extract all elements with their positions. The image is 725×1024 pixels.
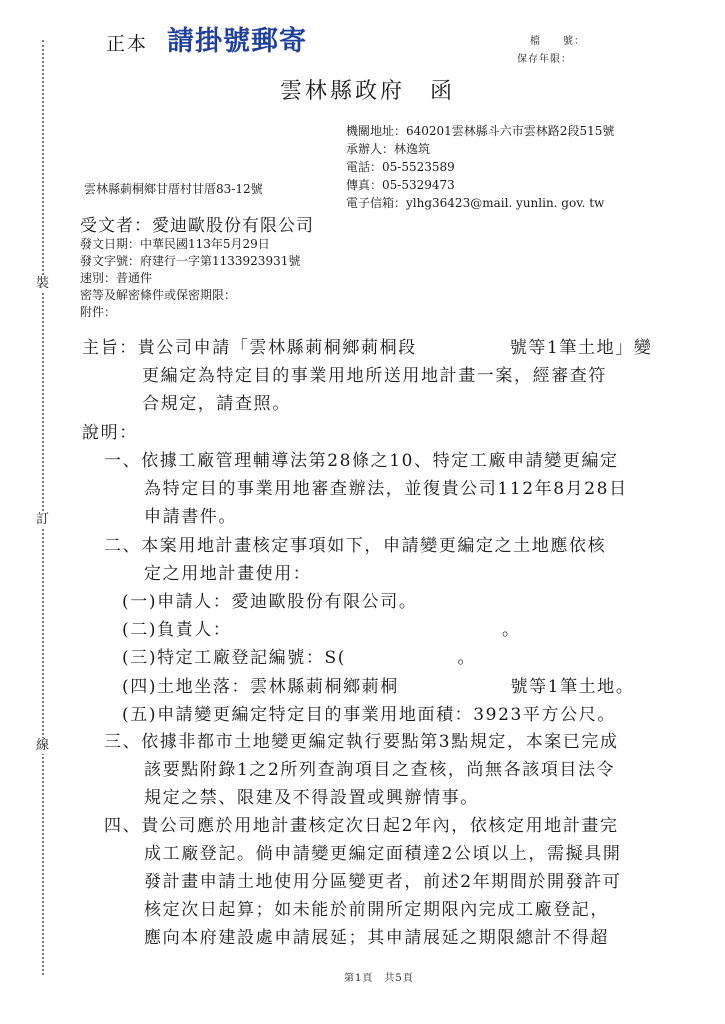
item-4-line-4: 核定次日起算；如未能於前開所定期限內完成工廠登記， [144, 900, 609, 920]
item-2-sub-1: (一)申請人：愛迪歐股份有限公司。 [122, 592, 418, 612]
item-4-line-2: 成工廠登記。倘申請變更編定面積達2公頃以上，需擬具開 [144, 844, 622, 864]
attachments: 附件： [80, 305, 117, 319]
item-3-line-1: 三、依據非都市土地變更編定執行要點第3點規定，本案已完成 [104, 732, 619, 752]
binding-mark-zhuang: 裝 [36, 276, 50, 291]
subject-line-1: 主旨：貴公司申請「雲林縣莿桐鄉莿桐段 號等1筆土地」變 [82, 338, 653, 358]
item-2-sub-5: (五)申請變更編定特定目的事業用地面積：3923平方公尺。 [122, 705, 616, 725]
retention-period-label: 保存年限： [517, 54, 572, 65]
item-4-line-5: 應向本府建設處申請展延；其申請展延之期限總計不得超 [144, 928, 609, 948]
binding-mark-xian: 線 [36, 738, 50, 753]
item-2-line-2: 定之用地計畫使用： [144, 564, 312, 584]
copy-type: 正本 [106, 33, 149, 55]
item-3-line-2: 該要點附錄1之2所列查詢項目之查核，尚無各該項目法令 [144, 760, 616, 780]
item-1-line-1: 一、依據工廠管理輔導法第28條之10、特定工廠申請變更編定 [104, 451, 619, 471]
item-2-sub-2: (二)負責人： 。 [122, 620, 521, 640]
item-3-line-3: 規定之禁、限建及不得設置或興辦情事。 [144, 788, 479, 808]
recipient: 受文者：愛迪歐股份有限公司 [80, 216, 314, 236]
sender-phone: 電話：05-5523589 [346, 160, 455, 174]
sender-fax: 傳真：05-5329473 [346, 178, 455, 192]
sender-address: 機關地址：640201雲林縣斗六市雲林路2段515號 [346, 124, 615, 138]
document-meta [80, 236, 300, 321]
sender-info [346, 122, 614, 212]
item-4-line-3: 發計畫申請土地使用分區變更者，前述2年期間於開發許可 [144, 872, 622, 892]
item-2-line-1: 二、本案用地計畫核定事項如下，申請變更編定之土地應依核 [104, 536, 607, 556]
binding-mark-ding: 訂 [36, 512, 50, 527]
secrecy-level: 密等及解密條件或保密期限： [80, 288, 237, 302]
archive-number-label: 檔 號： [530, 36, 585, 47]
subject-line-2: 更編定為特定目的事業用地所送用地計畫一案，經審查符 [142, 366, 607, 386]
item-2-sub-3: (三)特定工廠登記編號：S( 。 [122, 648, 477, 668]
page-number: 第1頁 共5頁 [344, 973, 414, 984]
sender-email: 電子信箱：ylhg36423@mail. yunlin. gov. tw [346, 196, 605, 210]
speed-class: 速別：普通件 [80, 271, 153, 285]
item-1-line-2: 為特定目的事業用地審查辦法，並復貴公司112年8月28日 [144, 479, 628, 499]
recipient-address: 雲林縣莿桐鄉甘厝村甘厝83-12號 [84, 182, 263, 196]
binding-line [42, 40, 44, 975]
item-2-sub-4: (四)土地坐落：雲林縣莿桐鄉莿桐 號等1筆土地。 [122, 677, 635, 697]
subject-line-3: 合規定，請查照。 [142, 394, 291, 414]
issue-number: 發文字號：府建行一字第1133923931號 [80, 254, 301, 268]
registered-mail-stamp: 請掛號郵寄 [167, 26, 307, 57]
explanation-label: 說明： [82, 423, 138, 443]
item-4-line-1: 四、貴公司應於用地計畫核定次日起2年內，依核定用地計畫完 [104, 816, 619, 836]
document-title: 雲林縣政府 函 [280, 79, 456, 104]
issue-date: 發文日期：中華民國113年5月29日 [80, 237, 270, 251]
item-1-line-3: 申請書件。 [144, 507, 237, 527]
sender-handler: 承辦人：林逸筑 [346, 142, 431, 156]
